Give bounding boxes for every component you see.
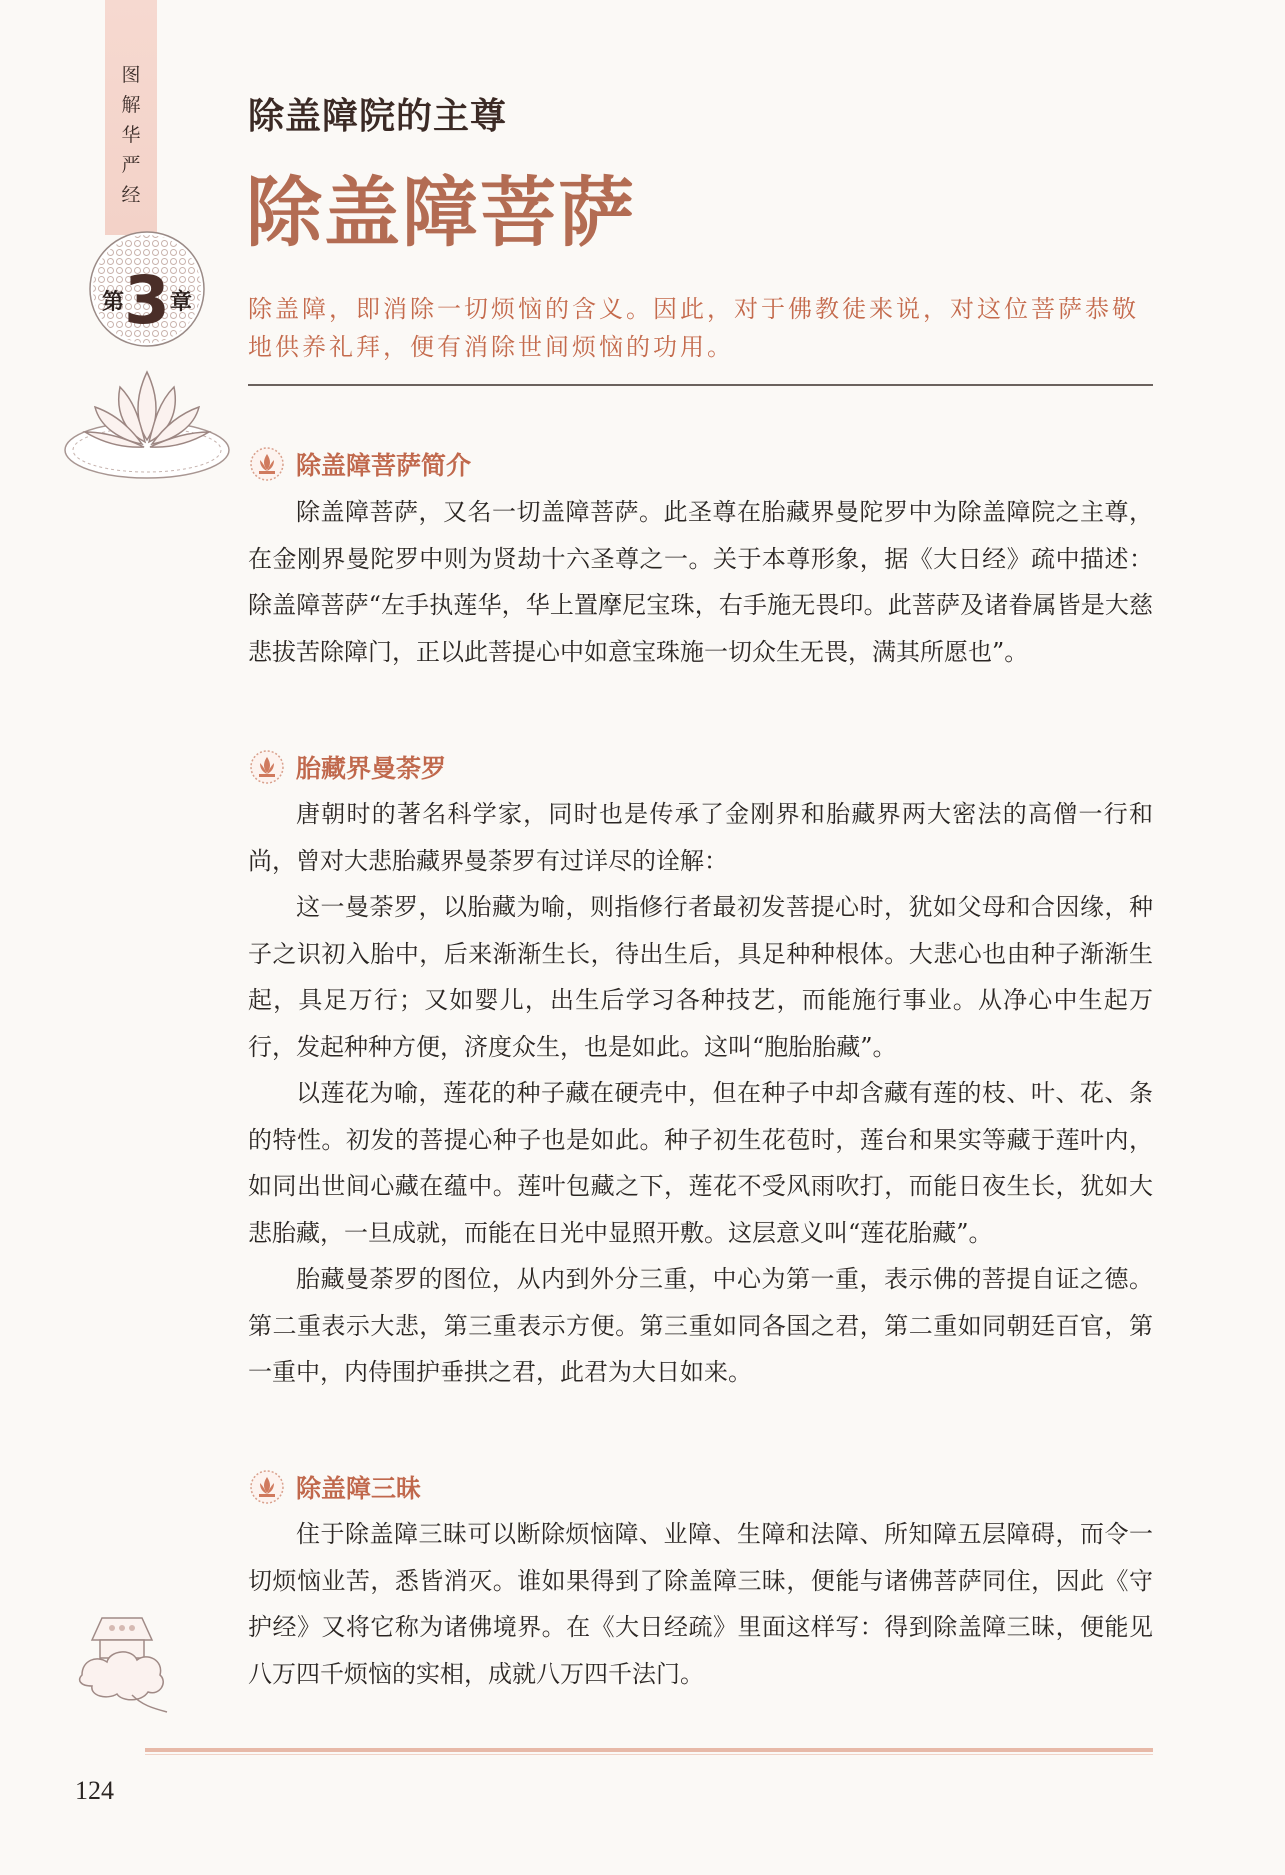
- chapter-suffix: 章: [169, 290, 192, 315]
- book-title-char: 华: [121, 124, 141, 146]
- book-title-char: 经: [121, 184, 141, 206]
- paragraph: 除盖障菩萨，又名一切盖障菩萨。此圣尊在胎藏界曼陀罗中为除盖障院之主尊，在金刚界曼陀罗中则为贤劫十六圣尊之一。关于本尊形象，据《大日经》疏中描述：除盖障菩萨“左手执莲华，华上置摩尼宝珠，右手施无畏印。此菩萨及诸眷属皆是大慈悲拔苦除障门，正以此菩提心中如意宝珠施一切众生无畏，满其所愿也”。: [248, 498, 1153, 666]
- lotus-seal-icon: [248, 445, 286, 483]
- paragraph: 胎藏曼荼罗的图位，从内到外分三重，中心为第一重，表示佛的菩提自证之德。第二重表示大悲，第三重表示方便。第三重如同各国之君，第二重如同朝廷百官，第一重中，内侍围护垂拱之君，此君为大日如来。: [248, 1265, 1153, 1386]
- section-heading-text: 除盖障三昧: [296, 1474, 422, 1503]
- cloud-ornament-icon: [72, 1600, 172, 1720]
- paragraph: 唐朝时的著名科学家，同时也是传承了金刚界和胎藏界两大密法的高僧一行和尚，曾对大悲胎藏界曼荼罗有过详尽的诠解：: [248, 800, 1153, 875]
- chapter-number: 3: [124, 262, 170, 339]
- section-heading-text: 除盖障菩萨简介: [296, 451, 472, 480]
- book-title-char: 解: [121, 94, 141, 116]
- lotus-seal-icon: [248, 1468, 286, 1506]
- chapter-label: [88, 262, 206, 339]
- section-heading: [248, 1468, 421, 1508]
- intro-paragraph: 除盖障，即消除一切烦恼的含义。因此，对于佛教徒来说，对这位菩萨恭敬地供养礼拜，便有消除世间烦恼的功用。: [248, 295, 1139, 361]
- paragraph: 以莲花为喻，莲花的种子藏在硬壳中，但在种子中却含藏有莲的枝、叶、花、条的特性。初发的菩提心种子也是如此。种子初生花苞时，莲台和果实等藏于莲叶内，如同出世间心藏在蕴中。莲叶包藏之下，莲花不受风雨吹打，而能日夜生长，犹如大悲胎藏，一旦成就，而能在日光中显照开敷。这层意义叫“莲花胎藏”。: [248, 1079, 1153, 1247]
- book-title-vertical: [105, 60, 157, 210]
- footer-rule: [145, 1748, 1153, 1752]
- footer-rule-thin: [145, 1754, 1153, 1755]
- section-body: [248, 791, 1153, 1396]
- book-title-char: 严: [121, 154, 141, 176]
- section-body: [248, 489, 1153, 675]
- lotus-icon: [60, 362, 235, 482]
- section-heading-text: 胎藏界曼荼罗: [296, 754, 447, 783]
- page-subtitle: 除盖障院的主尊: [248, 95, 508, 137]
- paragraph: 这一曼荼罗，以胎藏为喻，则指修行者最初发菩提心时，犹如父母和合因缘，种子之识初入胎中，后来渐渐生长，待出生后，具足种种根体。大悲心也由种子渐渐生起，具足万行；又如婴儿，出生后学习各种技艺，而能施行事业。从净心中生起万行，发起种种方便，济度众生，也是如此。这叫“胞胎胎藏”。: [248, 893, 1153, 1061]
- divider: [248, 384, 1153, 386]
- paragraph: 住于除盖障三昧可以断除烦恼障、业障、生障和法障、所知障五层障碍，而令一切烦恼业苦，悉皆消灭。谁如果得到了除盖障三昧，便能与诸佛菩萨同住，因此《守护经》又将它称为诸佛境界。在《大日经疏》里面这样写：得到除盖障三昧，便能见八万四千烦恼的实相，成就八万四千法门。: [248, 1520, 1153, 1688]
- section-heading: [248, 748, 446, 788]
- lotus-seal-icon: [248, 748, 286, 786]
- book-title-char: 图: [121, 64, 141, 86]
- chapter-prefix: 第: [102, 290, 125, 315]
- section-heading: [248, 445, 471, 485]
- page-title: 除盖障菩萨: [246, 168, 636, 257]
- page-number: 124: [75, 1776, 114, 1805]
- section-body: [248, 1511, 1153, 1697]
